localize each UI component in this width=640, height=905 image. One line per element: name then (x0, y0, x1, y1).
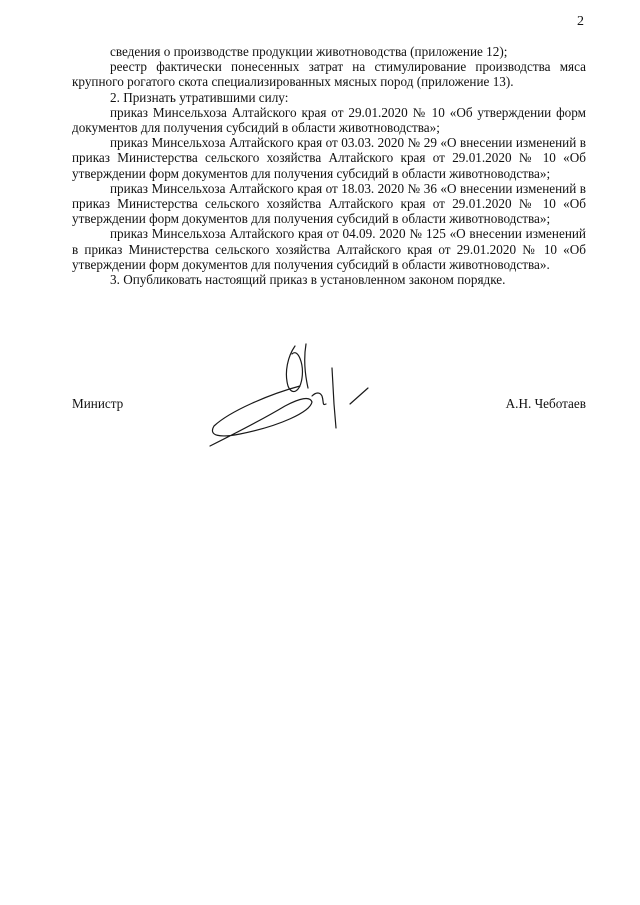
paragraph-order-125: приказ Минсельхоза Алтайского края от 04.09. 2020 № 125 «О внесении изменений в приказ Министерства сельского хозяйства Алтайского края от 29.01.2020 № 10 «Об утверждении форм документов для получения субсидий в области животноводства». (72, 226, 586, 272)
handwritten-signature (200, 326, 400, 456)
paragraph-order-29: приказ Минсельхоза Алтайского края от 03.03. 2020 № 29 «О внесении изменений в приказ Министерства сельского хозяйства Алтайского края от 29.01.2020 № 10 «Об утверждении форм документов для получения субсидий в области животноводства»; (72, 135, 586, 181)
paragraph-item-3: 3. Опубликовать настоящий приказ в установленном законом порядке. (110, 272, 506, 288)
paragraph-appendix-12: сведения о производстве продукции животноводства (приложение 12); (110, 44, 508, 59)
signatory-position: Министр (72, 396, 124, 411)
paragraph-appendix-13: реестр фактически понесенных затрат на стимулирование производства мяса крупного рогатого скота специализированных мясных пород (приложение 13). (72, 59, 586, 90)
signatory-name: А.Н. Чеботаев (505, 396, 586, 411)
paragraph-item-2: 2. Признать утратившими силу: (110, 89, 289, 105)
document-body (72, 44, 586, 287)
page-number: 2 (577, 14, 584, 29)
paragraph-order-36: приказ Минсельхоза Алтайского края от 18.03. 2020 № 36 «О внесении изменений в приказ Министерства сельского хозяйства Алтайского края от 29.01.2020 № 10 «Об утверждении форм документов для получения субсидий в области животноводства»; (72, 180, 586, 227)
paragraph-order-10: приказ Минсельхоза Алтайского края от 29.01.2020 № 10 «Об утверждении форм документов для получения субсидий в области животноводства»; (72, 104, 586, 136)
